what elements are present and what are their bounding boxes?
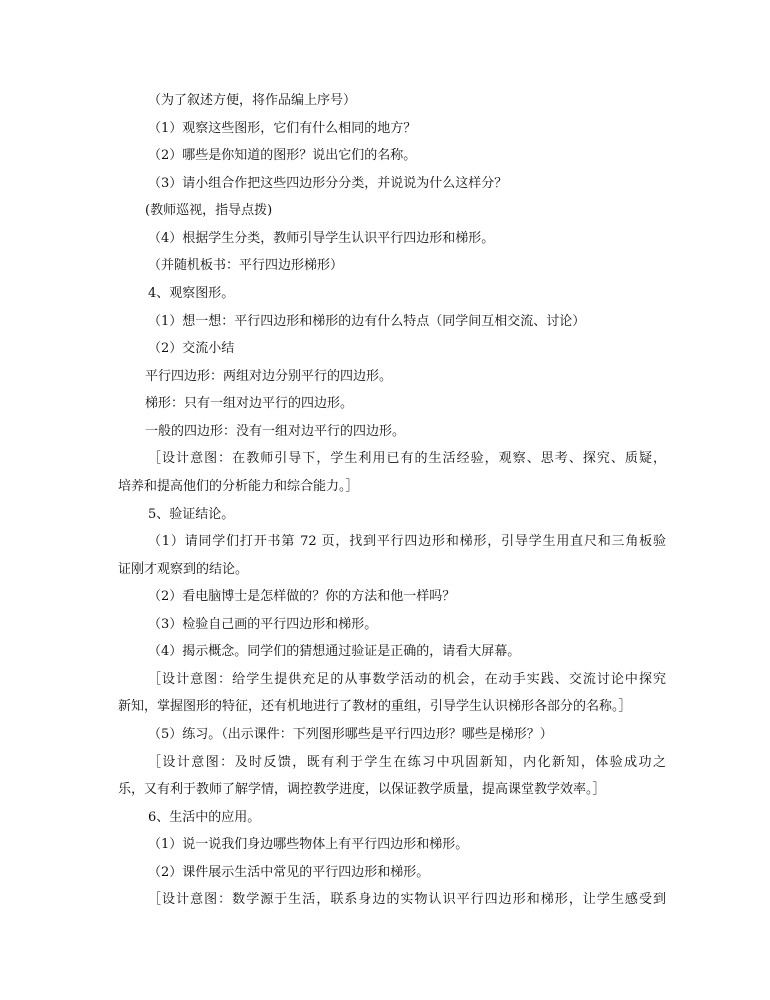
paragraph-8: （1）想一想：平行四边形和梯形的边有什么特点（同学间互相交流、讨论） [148,314,586,329]
paragraph-15: （1）说一说我们身边哪些物体上有平行四边形和梯形。 [148,837,469,852]
paragraph-7: （并随机板书：平行四边形梯形） [148,258,344,273]
definition-trapezoid: 梯形：只有一组对边平行的四边形。 [145,396,354,411]
design-intent-1-line-2: 培养和提高他们的分析能力和综合能力。］ [118,479,359,494]
design-intent-2-line-1: ［设计意图：给学生提供充足的从事数学活动的机会，在动手实践、交流讨论中探究 [148,672,666,687]
paragraph-1: （为了叙述方便，将作品编上序号） [148,93,357,108]
paragraph-13: （4）揭示概念。同学们的猜想通过验证是正确的，请看大屏幕。 [148,644,521,659]
paragraph-14: （5）练习。（出示课件：下列图形哪些是平行四边形？哪些是梯形？） [148,727,553,742]
paragraph-10-line-1: （1）请同学们打开书第 72 页，找到平行四边形和梯形，引导学生用直尺和三角板验 [148,534,666,549]
paragraph-5: (教师巡视，指导点拨) [145,203,273,218]
section-heading-5: 5、验证结论。 [148,507,235,522]
paragraph-12: （3）检验自己画的平行四边形和梯形。 [148,617,378,632]
paragraph-11: （2）看电脑博士是怎样做的？你的方法和他一样吗？ [148,589,456,604]
paragraph-10-line-2: 证刚才观察到的结论。 [118,562,249,577]
paragraph-3: （2）哪些是你知道的图形？说出它们的名称。 [148,148,417,163]
definition-general-quadrilateral: 一般的四边形：没有一组对边平行的四边形。 [145,424,406,439]
design-intent-2-line-2: 新知，掌握图形的特征，还有机地进行了教材的重组，引导学生认识梯形各部分的名称。］ [118,699,632,714]
paragraph-9: （2）交流小结 [148,341,235,356]
definition-parallelogram: 平行四边形：两组对边分别平行的四边形。 [145,369,393,384]
paragraph-16: （2）课件展示生活中常见的平行四边形和梯形。 [148,865,430,880]
paragraph-2: （1）观察这些图形，它们有什么相同的地方？ [148,121,417,136]
section-heading-6: 6、生活中的应用。 [148,810,261,825]
design-intent-3-line-1: ［设计意图：及时反馈，既有利于学生在练习中巩固新知，内化新知，体验成功之 [148,755,666,770]
design-intent-4-line-1: ［设计意图：数学源于生活，联系身边的实物认识平行四边形和梯形，让学生感受到 [148,892,666,907]
section-heading-4: 4、观察图形。 [148,286,235,301]
paragraph-4: （3）请小组合作把这些四边形分分类，并说说为什么这样分？ [148,176,508,191]
paragraph-6: （4）根据学生分类，教师引导学生认识平行四边形和梯形。 [148,231,495,246]
design-intent-3-line-2: 乐，又有利于教师了解学情，调控教学进度，以保证教学质量，提高课堂教学效率。］ [118,782,606,797]
design-intent-1-line-1: ［设计意图：在教师引导下，学生利用已有的生活经验，观察、思考、探究、质疑， [148,451,666,466]
